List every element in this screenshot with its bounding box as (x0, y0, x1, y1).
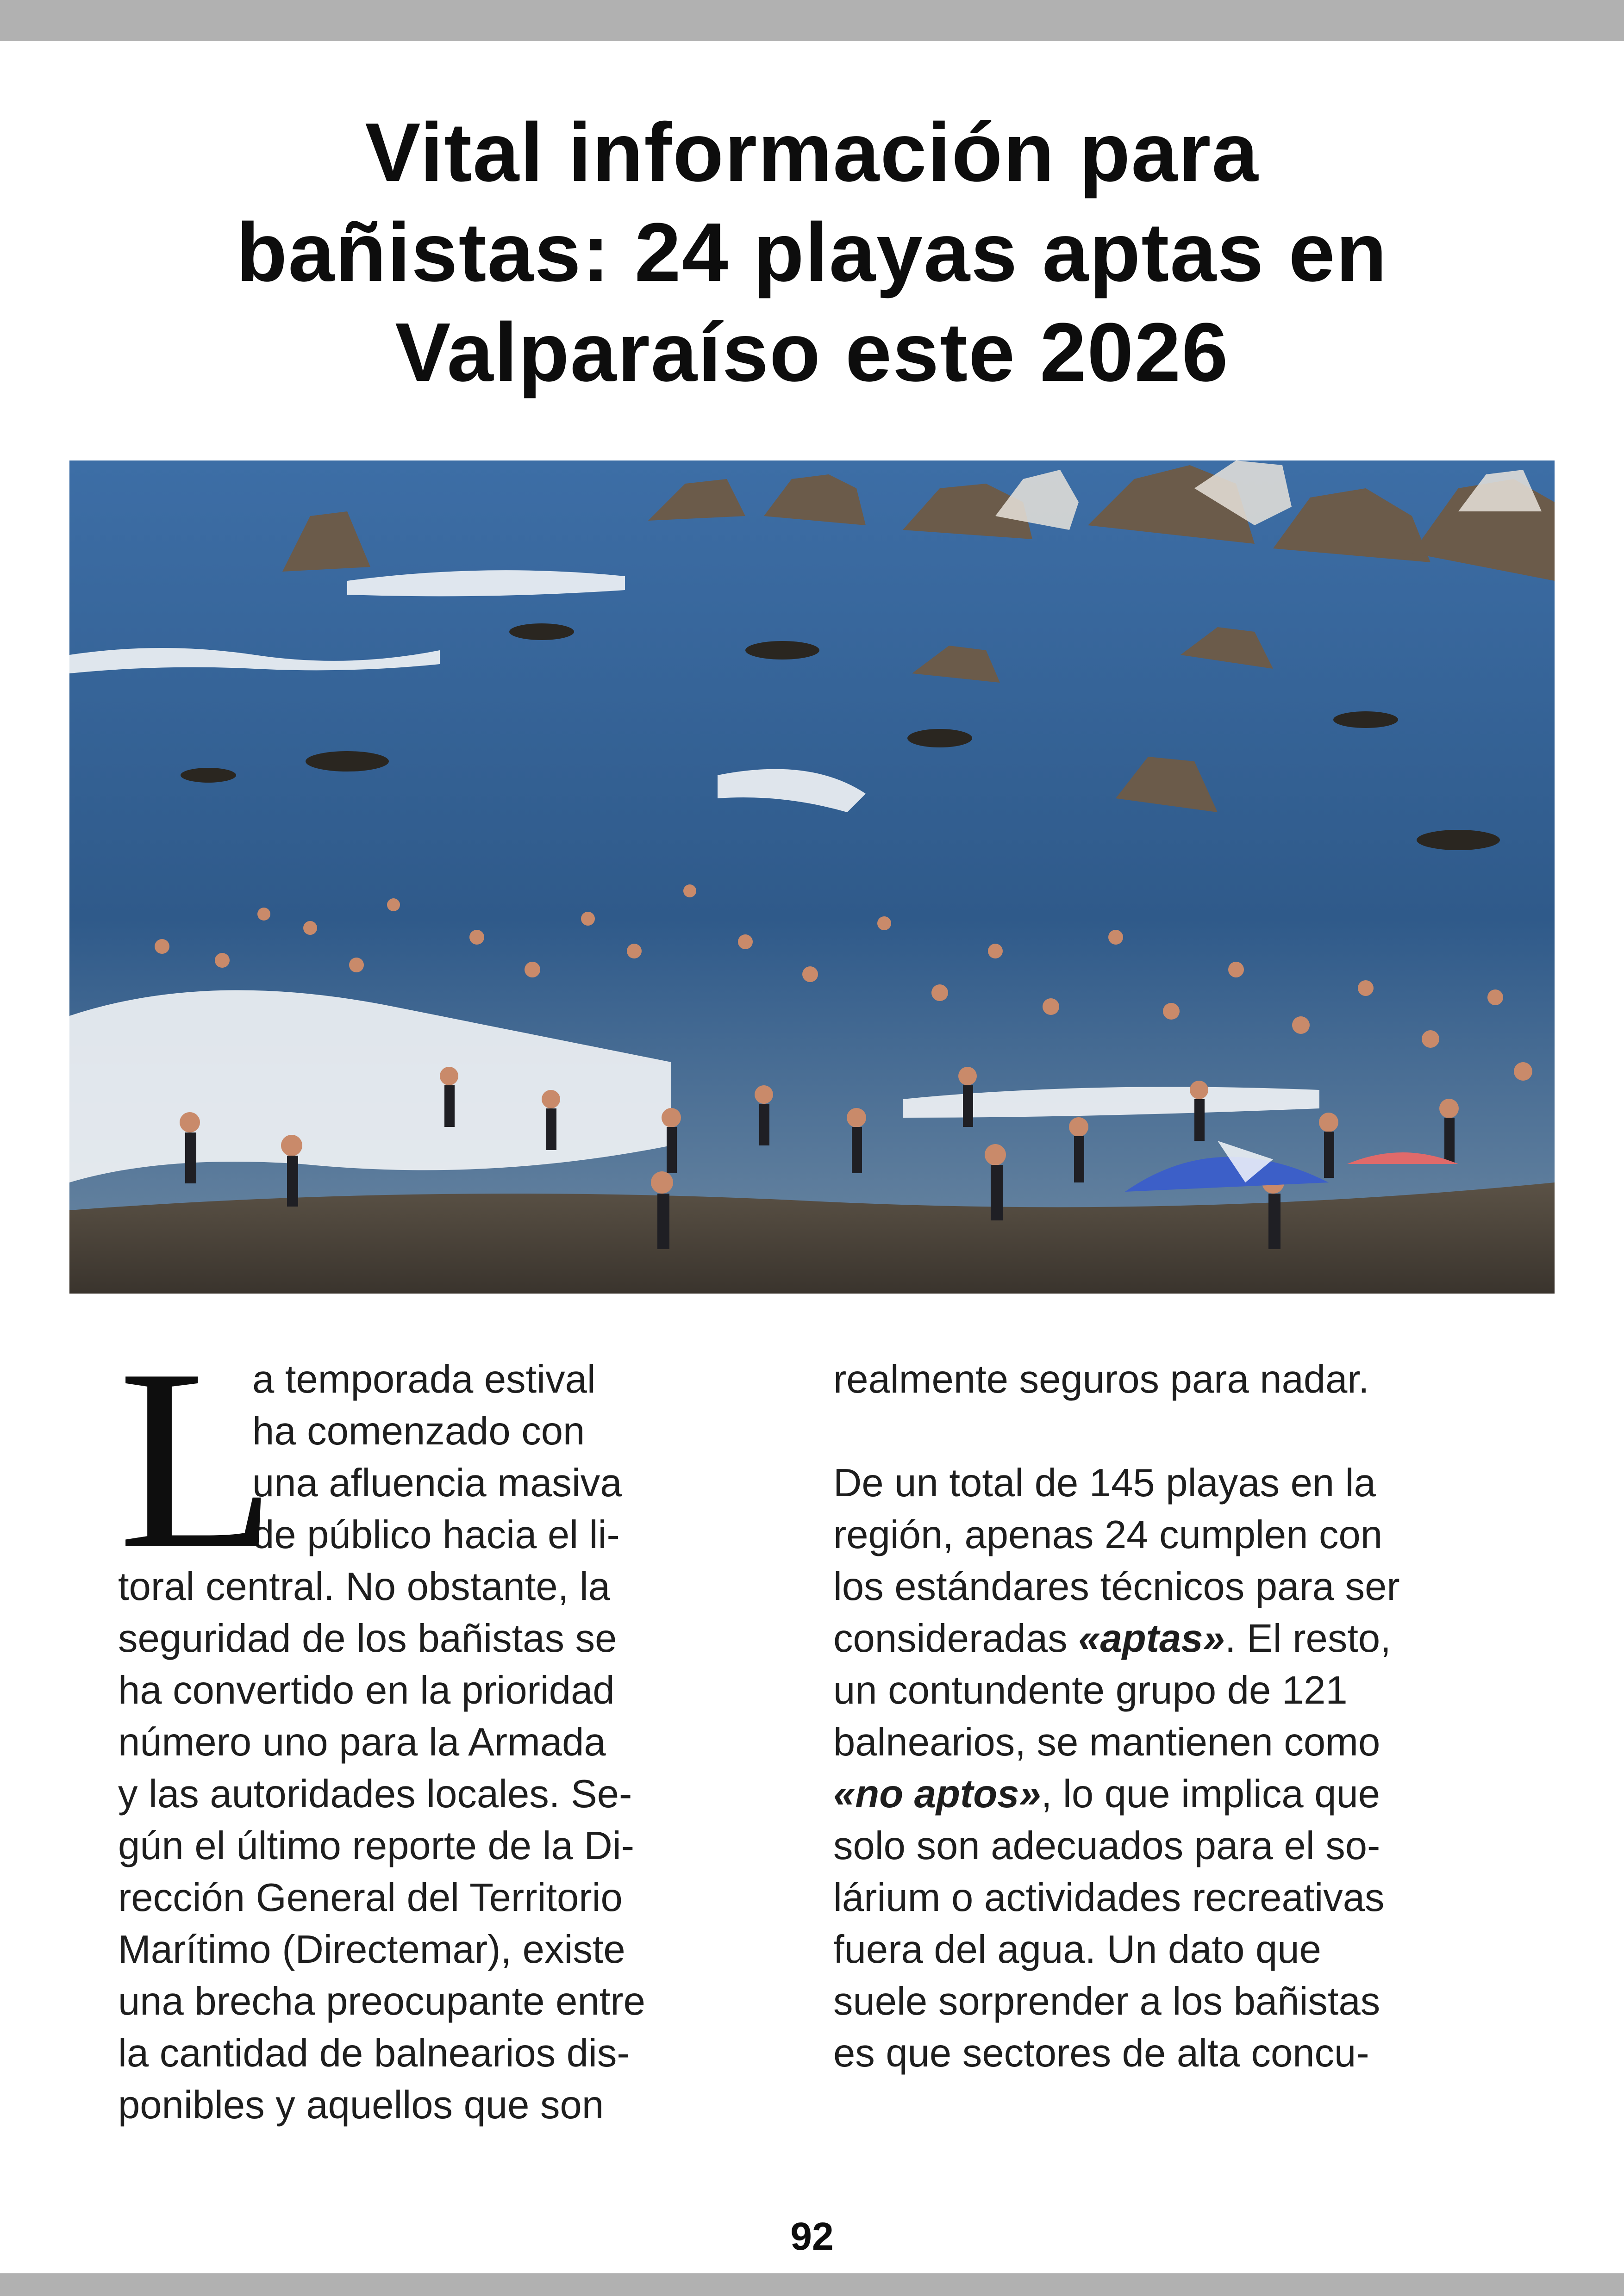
text-line: rección General del Territorio (118, 1876, 623, 1920)
text-line: la cantidad de balnearios dis- (118, 2031, 630, 2075)
text-line: toral central. No obstante, la (118, 1565, 611, 1609)
emphasis-no-aptos: «no aptos» (833, 1772, 1041, 1816)
text-line: a temporada estival (252, 1357, 596, 1401)
text-line: ponibles y aquellos que son (118, 2083, 604, 2127)
beach-photo-illustration (69, 460, 1555, 1294)
text-line: es que sectores de alta concu- (833, 2031, 1369, 2075)
text-line: número uno para la Armada (118, 1720, 606, 1764)
text-line: balnearios, se mantienen como (833, 1720, 1380, 1764)
text-fragment: , lo que implica que (1041, 1772, 1380, 1816)
text-line: una afluencia masiva (252, 1461, 622, 1505)
top-band (0, 0, 1624, 41)
text-line: lárium o actividades recreativas (833, 1876, 1385, 1920)
text-line: suele sorprender a los bañistas (833, 1979, 1380, 2023)
emphasis-aptas: «aptas» (1078, 1617, 1225, 1661)
drop-cap: L (118, 1316, 277, 1603)
text-line: región, apenas 24 cumplen con (833, 1513, 1383, 1557)
text-line (833, 1613, 1491, 1665)
text-line: Marítimo (Directemar), existe (118, 1928, 625, 1972)
text-line: solo son adecuados para el so- (833, 1824, 1380, 1868)
text-line: ha convertido en la prioridad (118, 1668, 615, 1712)
headline-line-2: bañistas: 24 playas aptas en (236, 206, 1388, 299)
text-line: y las autoridades locales. Se- (118, 1772, 632, 1816)
text-line: gún el último reporte de la Di- (118, 1824, 635, 1868)
headline (93, 103, 1531, 403)
bottom-band (0, 2273, 1624, 2296)
paragraph-gap (833, 1406, 1491, 1457)
article-left-column (118, 1316, 752, 2131)
text-line: seguridad de los bañistas se (118, 1617, 617, 1661)
text-line: los estándares técnicos para ser (833, 1565, 1400, 1609)
text-line: una brecha preocupante entre (118, 1979, 645, 2023)
text-fragment: consideradas (833, 1617, 1079, 1661)
page-number: 92 (790, 2215, 834, 2258)
text-line (833, 1768, 1491, 1820)
text-line: ha comenzado con (252, 1409, 585, 1453)
text-line: De un total de 145 playas en la (833, 1461, 1376, 1505)
article-right-column (833, 1354, 1491, 2079)
beach-crowd-photo (69, 460, 1555, 1294)
text-line: realmente seguros para nadar. (833, 1357, 1369, 1401)
text-line: un contundente grupo de 121 (833, 1668, 1348, 1712)
text-fragment: . El resto, (1224, 1617, 1391, 1661)
text-line: fuera del agua. Un dato que (833, 1928, 1321, 1972)
headline-line-3: Valparaíso este 2026 (395, 306, 1229, 399)
headline-line-1: Vital información para (365, 106, 1259, 199)
text-line: de público hacia el li- (252, 1513, 620, 1557)
